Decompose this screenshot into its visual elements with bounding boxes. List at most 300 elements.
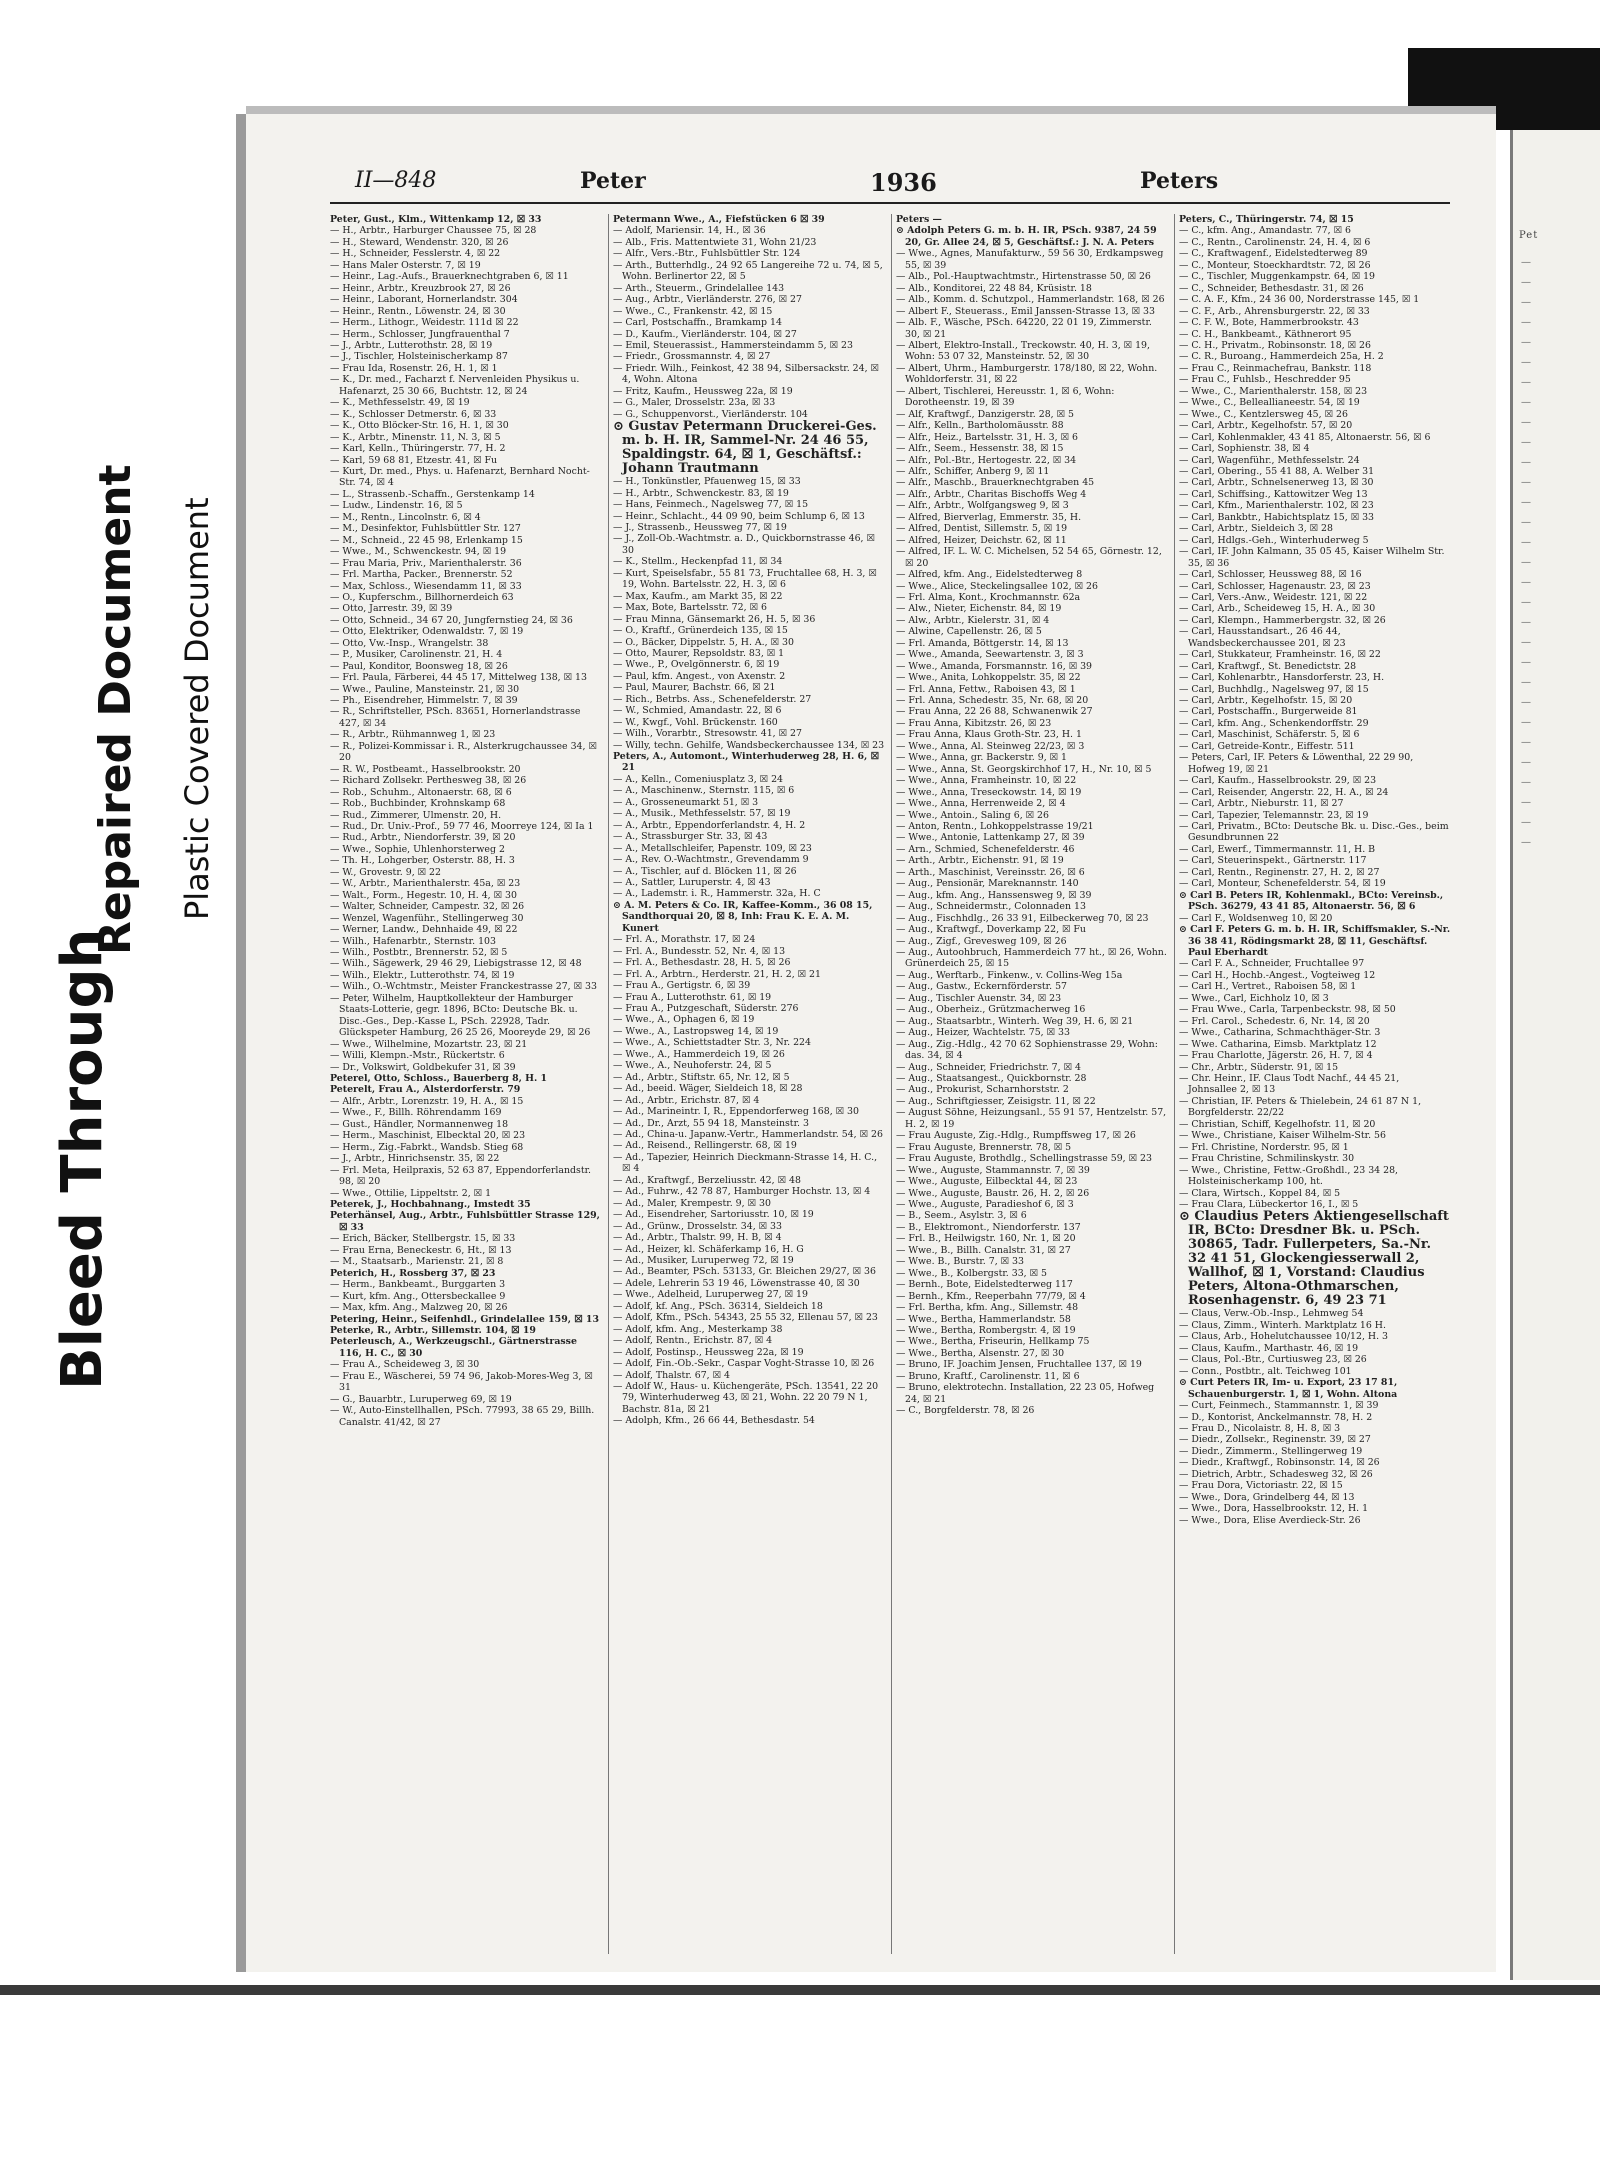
- directory-entry: Peters —: [896, 214, 942, 225]
- directory-entry: Petermann Wwe., A., Fiefstücken 6 ☒ 39: [613, 214, 825, 225]
- directory-entry: — Christian, Schiff, Kegelhofstr. 11, ☒ 20: [1179, 1118, 1376, 1130]
- directory-entry: — W., Auto-Einstellhallen, PSch. 77993, 38 65 29, Billh. Canalstr. 41/42, ☒ 27: [330, 1405, 595, 1428]
- directory-entry: — Friedr., Grossmannstr. 4, ☒ 27: [613, 351, 771, 363]
- directory-entry: — Wwe., C., Kentzlersweg 45, ☒ 26: [1179, 408, 1348, 420]
- directory-entry: — Karl, Kelln., Thüringerstr. 77, H. 2: [330, 443, 506, 455]
- directory-entry: — A., Grosseneumarkt 51, ☒ 3: [613, 796, 759, 808]
- directory-entry: — Ad., Marineintr. I, R., Eppendorferweg 168, ☒ 30: [613, 1106, 859, 1118]
- directory-entry: — Carl, Arbtr., Kegelhofstr. 57, ☒ 20: [1179, 420, 1353, 432]
- directory-entry: — Wwe., C., Frankenstr. 42, ☒ 15: [613, 305, 773, 317]
- directory-entry: — Carl, kfm. Ang., Schenkendorffstr. 29: [1179, 717, 1369, 729]
- directory-entry: — Aug., Schriftgiesser, Zeisigstr. 11, ☒ 22: [896, 1095, 1096, 1107]
- directory-entry: — Ph., Eisendreher, Himmelstr. 7, ☒ 39: [330, 695, 518, 707]
- directory-entry: — Frl. Anna, Schedestr. 35, Nr. 68, ☒ 20: [896, 695, 1089, 707]
- directory-entry: — Fritz, Kaufm., Heussweg 22a, ☒ 19: [613, 385, 793, 397]
- directory-entry: — Carl F., Woldsenweg 10, ☒ 20: [1179, 912, 1333, 924]
- next-page-fragment: Pet: [1519, 230, 1539, 241]
- directory-entry: — Kurt, Speiselsfabr., 55 81 73, Fruchtallee 68, H. 3, ☒ 19, Wohn. Bartelsstr. 22, H. 3, ☒ 6: [613, 567, 877, 591]
- directory-entry: — Wwe., Bertha, Alsenstr. 27, ☒ 30: [896, 1347, 1065, 1359]
- directory-entry: — Gust., Händler, Normannenweg 18: [330, 1118, 509, 1130]
- directory-entry: Petering, Heinr., Seifenhdl., Grindelallee 159, ☒ 13: [330, 1313, 599, 1325]
- directory-entry: — Wwe., Dora, Elise Averdieck-Str. 26: [1179, 1514, 1361, 1526]
- directory-entry: — G., Maler, Drosselstr. 23a, ☒ 33: [613, 397, 776, 409]
- directory-entry: — Chr., Arbtr., Süderstr. 91, ☒ 15: [1179, 1061, 1339, 1073]
- directory-entry: — Wwe., Auguste, Paradieshof 6, ☒ 3: [896, 1198, 1074, 1210]
- directory-entry: — Ad., Arbtr., Stiftstr. 65, Nr. 12, ☒ 5: [613, 1071, 790, 1083]
- directory-entry: — Carl, Tapezier, Telemannstr. 23, ☒ 19: [1179, 809, 1369, 821]
- directory-entry: — Wwe., Dora, Grindelberg 44, ☒ 13: [1179, 1491, 1355, 1503]
- directory-entry: — Bernh., Bote, Eidelstedterweg 117: [896, 1279, 1073, 1291]
- directory-entry: — Wwe., Bertha, Rombergstr. 4, ☒ 19: [896, 1324, 1076, 1336]
- directory-entry: — Ad., Grünw., Drosselstr. 34, ☒ 33: [613, 1220, 782, 1232]
- directory-entry: — Rud., Arbtr., Niendorferstr. 39, ☒ 20: [330, 832, 516, 844]
- directory-entry: — Frau Maria, Priv., Marienthalerstr. 36: [330, 557, 522, 569]
- directory-entry: — Curt, Feinmech., Stammannstr. 1, ☒ 39: [1179, 1400, 1379, 1412]
- directory-entry: — Heinr., Laborant, Hornerlandstr. 304: [330, 294, 518, 306]
- directory-entry: — Wwe., Catharina, Schmachthäger-Str. 3: [1179, 1027, 1381, 1039]
- directory-entry: — Alfr., Arbtr., Charitas Bischoffs Weg 4: [896, 488, 1087, 500]
- directory-entry: — Alfr., Pol.-Btr., Hertogestr. 22, ☒ 34: [896, 454, 1077, 466]
- directory-entry: — R., Arbtr., Rühmannweg 1, ☒ 23: [330, 729, 496, 741]
- directory-entry: — Claus, Pol.-Btr., Curtiusweg 23, ☒ 26: [1179, 1354, 1367, 1366]
- directory-entry: — H., Schneider, Fesslerstr. 4, ☒ 22: [330, 248, 501, 260]
- directory-entry: — Frl. Paula, Färberei, 44 45 17, Mittelweg 138, ☒ 13: [330, 672, 587, 684]
- directory-entry: — Carl, Wagenführ., Methfesselstr. 24: [1179, 454, 1360, 466]
- directory-entry: — Arn., Schmied, Schenefelderstr. 46: [896, 843, 1075, 855]
- directory-entry: — Heinr., Schlacht., 44 09 90, beim Schlump 6, ☒ 13: [613, 510, 865, 522]
- directory-entry: — Emil, Steuerassist., Hammersteindamm 5, ☒ 23: [613, 339, 853, 351]
- directory-entry: — Wwe., Wilhelmine, Mozartstr. 23, ☒ 21: [330, 1038, 528, 1050]
- directory-entry: — M., Rentn., Lincolnstr. 6, ☒ 4: [330, 511, 481, 523]
- directory-entry: — C. F., Arb., Ahrensburgerstr. 22, ☒ 33: [1179, 305, 1370, 317]
- directory-entry: — Wwe., Anna, St. Georgskirchhof 17, H., Nr. 10, ☒ 5: [896, 763, 1152, 775]
- header-left-name: Peter: [580, 168, 646, 194]
- directory-entry: — Alb., Pol.-Hauptwachtmstr., Hirtenstrasse 50, ☒ 26: [896, 271, 1151, 283]
- directory-entry: — Ad., Fuhrw., 42 78 87, Hamburger Hochstr. 13, ☒ 4: [613, 1186, 871, 1198]
- directory-entry: — Alfred, IF. L. W. C. Michelsen, 52 54 65, Görnestr. 12, ☒ 20: [896, 546, 1162, 569]
- directory-entry: — Kurt, Dr. med., Phys. u. Hafenarzt, Bernhard Nocht-Str. 74, ☒ 4: [330, 465, 590, 489]
- directory-entry: — Adolph, Kfm., 26 66 44, Bethesdastr. 54: [613, 1415, 815, 1427]
- directory-entry: ⊙ Claudius Peters Aktiengesellschaft IR, BCto: Dresdner Bk. u. PSch. 30865, Tadr. Fullerpeters, Sa.-Nr. 32 41 51, Glockengiesserwall 2, Wallhof, ☒ 1, Vorstand: Claudius Peters, Altona-Othmarschen, Rosenhagenstr. 6, 49 23 71: [1179, 1209, 1449, 1309]
- column-3: [896, 214, 1168, 1964]
- directory-entry: — Wwe., Ottilie, Lippeltstr. 2, ☒ 1: [330, 1187, 492, 1199]
- directory-entry: — Wwe., Christiane, Kaiser Wilhelm-Str. 56: [1179, 1130, 1386, 1142]
- directory-entry: — Dr., Volkswirt, Goldbekufer 31, ☒ 39: [330, 1061, 516, 1073]
- directory-entry: — Alfr., Arbtr., Lorenzstr. 19, H. A., ☒ 15: [330, 1095, 524, 1107]
- directory-entry: — Alfr., Kelln., Bartholomäusstr. 88: [896, 420, 1064, 432]
- directory-entry: — Carl, Postschaffn., Bramkamp 14: [613, 317, 782, 329]
- directory-entry: — Adolf, Thalstr. 67, ☒ 4: [613, 1369, 730, 1381]
- directory-entry: — Max, Kaufm., am Markt 35, ☒ 22: [613, 590, 783, 602]
- directory-entry: Peterke, R., Arbtr., Sillemstr. 104, ☒ 19: [330, 1324, 536, 1336]
- directory-entry: — Aug., Oberheiz., Grützmacherweg 16: [896, 1004, 1086, 1016]
- directory-entry: — H., Steward, Wendenstr. 320, ☒ 26: [330, 236, 509, 248]
- directory-entry: — Aug., Tischler Auenstr. 34, ☒ 23: [896, 992, 1062, 1004]
- stamp-bleed-through: Bleed Through: [50, 928, 115, 1390]
- directory-entry: ⊙ Adolph Peters G. m. b. H. IR, PSch. 9387, 24 59 20, Gr. Allee 24, ☒ 5, Geschäftsf.: J. N. A. Peters: [896, 225, 1157, 248]
- directory-entry: — Carl, Arbtr., Nieburstr. 11, ☒ 27: [1179, 798, 1344, 810]
- directory-entry: — R. W., Postbeamt., Hasselbrookstr. 20: [330, 763, 521, 775]
- directory-entry: — Frl. Alma, Kont., Krochmannstr. 62a: [896, 591, 1081, 603]
- directory-entry: — Frl. Amanda, Böttgerstr. 14, ☒ 13: [896, 637, 1069, 649]
- directory-entry: — C., Tischler, Muggenkampstr. 64, ☒ 19: [1179, 271, 1376, 283]
- directory-entry: — Wwe., A., Hammerdeich 19, ☒ 26: [613, 1048, 785, 1060]
- directory-entry: — Aug., Schneidermstr., Colonnaden 13: [896, 901, 1086, 913]
- directory-entry: — C., kfm. Ang., Amandastr. 77, ☒ 6: [1179, 225, 1351, 237]
- directory-entry: — Wwe., Auguste, Stammannstr. 7, ☒ 39: [896, 1164, 1090, 1176]
- directory-entry: — Alb., Fris. Mattentwiete 31, Wohn 21/23: [613, 236, 817, 248]
- directory-entry: — Aug., Staatsarbtr., Winterh. Weg 39, H. 6, ☒ 21: [896, 1015, 1134, 1027]
- directory-entry: — Rob., Buchbinder, Krohnskamp 68: [330, 798, 506, 810]
- directory-entry: — J., Zoll-Ob.-Wachtmstr. a. D., Quickbornstrasse 46, ☒ 30: [613, 533, 875, 556]
- directory-entry: — Carl, Monteur, Schenefelderstr. 54, ☒ 19: [1179, 878, 1386, 890]
- directory-entry: — D., Kontorist, Anckelmannstr. 78, H. 2: [1179, 1411, 1373, 1423]
- directory-entry: — Alfr., Maschb., Brauerknechtgraben 45: [896, 477, 1095, 489]
- directory-entry: — Claus, Verw.-Ob.-Insp., Lehmweg 54: [1179, 1308, 1364, 1320]
- directory-entry: — Bernh., Kfm., Reeperbahn 77/79, ☒ 4: [896, 1290, 1086, 1302]
- directory-entry: — Wwe., Dora, Hasselbrookstr. 12, H. 1: [1179, 1503, 1369, 1515]
- page-number: II—848: [355, 168, 437, 193]
- directory-entry: — Frau Erna, Beneckestr. 6, Ht., ☒ 13: [330, 1244, 512, 1256]
- directory-entry: — Frau D., Nicolaistr. 8, H. 8, ☒ 3: [1179, 1422, 1341, 1434]
- column-1: [330, 214, 602, 1964]
- directory-entry: — Frau Auguste, Brennerstr. 78, ☒ 5: [896, 1141, 1072, 1153]
- directory-entry: — Carl, IF. John Kalmann, 35 05 45, Kaiser Wilhelm Str. 35, ☒ 36: [1179, 546, 1445, 569]
- directory-entry: — Wwe., M., Schwenckestr. 94, ☒ 19: [330, 546, 507, 558]
- directory-entry: — K., Schlosser Detmerstr. 6, ☒ 33: [330, 408, 497, 420]
- directory-entry: — Rich., Betrbs. Ass., Schenefelderstr. 27: [613, 693, 812, 705]
- directory-entry: Peterek, J., Hochbahnang., Imstedt 35: [330, 1198, 531, 1210]
- directory-entry: — Clara, Wirtsch., Koppel 84, ☒ 5: [1179, 1187, 1341, 1199]
- directory-entry: — Christian, IF. Peters & Thielebein, 24 61 87 N 1, Borgfelderstr. 22/22: [1179, 1095, 1422, 1119]
- directory-entry: — Max, Bote, Bartelsstr. 72, ☒ 6: [613, 602, 767, 614]
- directory-entry: — W., Grovestr. 9, ☒ 22: [330, 866, 441, 878]
- directory-entry: — Wwe., Carl, Eichholz 10, ☒ 3: [1179, 992, 1329, 1004]
- directory-entry: — R., Polizei-Kommissar i. R., Alsterkrugchaussee 34, ☒ 20: [330, 740, 597, 764]
- directory-entry: — Aug., Pensionär, Mareknannstr. 140: [896, 878, 1079, 890]
- directory-entry: — Claus, Arb., Hohelutchaussee 10/12, H. 3: [1179, 1331, 1389, 1343]
- directory-entry: — Ad., Reisend., Rellingerstr. 68, ☒ 19: [613, 1140, 797, 1152]
- directory-entry: — Chr. Heinr., IF. Claus Todt Nachf., 44 45 21, Johnsallee 2, ☒ 13: [1179, 1072, 1400, 1096]
- directory-entry: — Wilh., O.-Wchtmstr., Meister Franckestrasse 27, ☒ 33: [330, 981, 597, 993]
- directory-entry: — Diedr., Kraftwgf., Robinsonstr. 14, ☒ 26: [1179, 1457, 1380, 1469]
- directory-entry: — Herm., Bankbeamt., Burggarten 3: [330, 1279, 506, 1291]
- directory-entry: — Wwe., Anna, Herrenweide 2, ☒ 4: [896, 798, 1066, 810]
- directory-entry: — M., Schneid., 22 45 98, Erlenkamp 15: [330, 534, 523, 546]
- directory-entry: — A., Tischler, auf d. Blöcken 11, ☒ 26: [613, 865, 797, 877]
- directory-entry: — Adolf, Mariensir. 14, H., ☒ 36: [613, 225, 766, 237]
- directory-entry: — Wilh., Hafenarbtr., Sternstr. 103: [330, 935, 496, 947]
- directory-entry: — Wilh., Vorarbtr., Stresowstr. 41, ☒ 27: [613, 728, 802, 740]
- directory-entry: — Frau C., Reinmachefrau, Bankstr. 118: [1179, 362, 1372, 374]
- directory-entry: Peterel, Otto, Schloss., Bauerberg 8, H. 1: [330, 1072, 548, 1084]
- directory-entry: — B., Seem., Asylstr. 3, ☒ 6: [896, 1210, 1027, 1222]
- directory-entry: — Carl, Klempn., Hammerbergstr. 32, ☒ 26: [1179, 614, 1386, 626]
- directory-entry: — Ludw., Lindenstr. 16, ☒ 5: [330, 500, 463, 512]
- directory-entry: — Werner, Landw., Dehnhaide 49, ☒ 22: [330, 924, 518, 936]
- directory-entry: — Aug., Kraftwgf., Doverkamp 22, ☒ Fu: [896, 924, 1086, 936]
- directory-entry: — Walt., Form., Hegestr. 10, H. 4, ☒ 30: [330, 889, 517, 901]
- directory-entry: — Carl, Obering., 55 41 88, A. Welber 31: [1179, 465, 1375, 477]
- directory-entry: — Frl. A., Bundesstr. 52, Nr. 4, ☒ 13: [613, 945, 786, 957]
- directory-entry: — Ad., China-u. Japanw.-Vertr., Hammerlandstr. 54, ☒ 26: [613, 1128, 883, 1140]
- directory-entry: — K., Stellm., Heckenpfad 11, ☒ 34: [613, 556, 783, 568]
- directory-entry: — Ad., Musiker, Luruperweg 72, ☒ 19: [613, 1254, 794, 1266]
- directory-entry: — Ad., Tapezier, Heinrich Dieckmann-Strasse 14, H. C., ☒ 4: [613, 1151, 878, 1175]
- directory-entry: — Rob., Schuhm., Altonaerstr. 68, ☒ 6: [330, 786, 512, 798]
- directory-entry: — Carl, Maschinist, Schäferstr. 5, ☒ 6: [1179, 729, 1360, 741]
- directory-entry: — Wwe., Pauline, Mansteinstr. 21, ☒ 30: [330, 683, 520, 695]
- directory-entry: — Frau A., Putzgeschaft, Süderstr. 276: [613, 1003, 799, 1014]
- directory-entry: — Herm., Maschinist, Elbecktal 20, ☒ 23: [330, 1130, 526, 1142]
- directory-entry: — Adolf W., Haus- u. Küchengeräte, PSch. 13541, 22 20 79, Winterhuderweg 43, ☒ 21, Wohn. 22 20 79 N 1, Bachstr. 81a, ☒ 21: [613, 1380, 879, 1415]
- directory-entry: — Carl, Ewerf., Timmermannstr. 11, H. B: [1179, 843, 1376, 855]
- directory-entry: — Frl. B., Heilwigstr. 160, Nr. 1, ☒ 20: [896, 1233, 1076, 1245]
- directory-entry: — Richard Zollsekr. Perthesweg 38, ☒ 26: [330, 775, 527, 787]
- directory-entry: — Aug., Werftarb., Finkenw., v. Collins-Weg 15a: [896, 969, 1123, 981]
- directory-entry: — Ad., beeid. Wäger, Sieldeich 18, ☒ 28: [613, 1083, 803, 1095]
- directory-entry: — Carl, Schlosser, Heussweg 88, ☒ 16: [1179, 569, 1362, 581]
- directory-entry: — Wwe., Amanda, Forsmannstr. 16, ☒ 39: [896, 660, 1093, 672]
- directory-entry: — Albert, Elektro-Install., Treckowstr. 40, H. 3, ☒ 19, Wohn: 53 07 32, Mansteinstr. 52, ☒ 30: [896, 339, 1150, 363]
- directory-entry: ⊙ Curt Peters IR, Im- u. Export, 23 17 81, Schauenburgerstr. 1, ☒ 1, Wohn. Altona: [1179, 1377, 1398, 1400]
- directory-entry: — Frl. Anna, Fettw., Raboisen 43, ☒ 1: [896, 683, 1076, 695]
- directory-entry: Peters, A., Automont., Winterhuderweg 28, H. 6, ☒ 21: [613, 751, 879, 774]
- directory-entry: — Carl, Privatm., BCto: Deutsche Bk. u. Disc.-Ges., beim Gesundbrunnen 22: [1179, 821, 1449, 844]
- directory-entry: Peterhänsel, Aug., Arbtr., Fuhlsbüttler Strasse 129, ☒ 33: [330, 1210, 600, 1233]
- directory-entry: — Wwe., B., Billh. Canalstr. 31, ☒ 27: [896, 1244, 1071, 1256]
- header-year: 1936: [870, 168, 937, 197]
- directory-entry: — A., Kelln., Comeniusplatz 3, ☒ 24: [613, 773, 783, 785]
- column-4: [1179, 214, 1451, 1964]
- directory-entry: — Adolf, Fin.-Ob.-Sekr., Caspar Voght-Strasse 10, ☒ 26: [613, 1358, 875, 1370]
- directory-entry: — Carl, Rentn., Reginenstr. 27, H. 2, ☒ 27: [1179, 866, 1380, 878]
- directory-entry: — Herm., Lithogr., Weidestr. 111d ☒ 22: [330, 317, 519, 329]
- directory-entry: — G., Schuppenvorst., Vierländerstr. 104: [613, 408, 808, 420]
- directory-entry: — Frl. Christine, Norderstr. 95, ☒ 1: [1179, 1141, 1349, 1153]
- directory-entry: — C., Borgfelderstr. 78, ☒ 26: [896, 1405, 1035, 1417]
- directory-entry: — Aug., Zigf., Grevesweg 109, ☒ 26: [896, 935, 1067, 947]
- directory-entry: — Alfred, Heizer, Deichstr. 62, ☒ 11: [896, 534, 1067, 546]
- directory-entry: ⊙ Carl F. Peters G. m. b. H. IR, Schiffsmakler, S.-Nr. 36 38 41, Rödingsmarkt 28, ☒ 11, Geschäftsf. Paul Eberhardt: [1179, 924, 1451, 958]
- directory-entry: — Carl H., Hochb.-Angest., Vogteiweg 12: [1179, 969, 1376, 981]
- directory-entry: — Arth., Maschinist, Vereinsstr. 26, ☒ 6: [896, 866, 1085, 878]
- directory-entry: — Carl, Schiffsing., Kattowitzer Weg 13: [1179, 488, 1368, 500]
- directory-entry: — Frau Anna, Klaus Groth-Str. 23, H. 1: [896, 729, 1082, 741]
- directory-entry: — Alfr., Schiffer, Anberg 9, ☒ 11: [896, 465, 1050, 477]
- directory-entry: — Frau C., Fuhlsb., Heschredder 95: [1179, 374, 1351, 386]
- directory-entry: — Wwe., Auguste, Eilbecktal 44, ☒ 23: [896, 1176, 1078, 1188]
- directory-entry: — Carl, Arbtr., Schnelsenerweg 13, ☒ 30: [1179, 477, 1374, 489]
- directory-entry: — Wwe., Agnes, Manufakturw., 59 56 30, Erdkampsweg 55, ☒ 39: [896, 248, 1164, 271]
- directory-entry: — Conn., Postbtr., alt. Teichweg 101: [1179, 1365, 1352, 1377]
- next-page-dashes: — — — — — — — — — — — — — — — — — — — — — — — — — — — — — —: [1521, 257, 1531, 848]
- directory-entry: — Friedr. Wilh., Feinkost, 42 38 94, Silbersackstr. 24, ☒ 4, Wohn. Altona: [613, 362, 879, 386]
- directory-entry: — Wwe., Anna, Framheinstr. 10, ☒ 22: [896, 775, 1077, 787]
- directory-entry: — Wilh., Elektr., Lutterothstr. 74, ☒ 19: [330, 969, 515, 981]
- directory-entry: — Alw., Arbtr., Kielerstr. 31, ☒ 4: [896, 614, 1050, 626]
- directory-entry: — W., Schmied, Amandastr. 22, ☒ 6: [613, 705, 782, 717]
- directory-entry: — Heinr., Lag.-Aufs., Brauerknechtgraben 6, ☒ 11: [330, 271, 569, 283]
- directory-entry: — Aug., Fischhdlg., 26 33 91, Eilbeckerweg 70, ☒ 23: [896, 912, 1149, 924]
- directory-entry: — K., Arbtr., Minenstr. 11, N. 3, ☒ 5: [330, 431, 501, 443]
- directory-entry: — Albert, Tischlerei, Hereusstr. 1, ☒ 6, Wohn: Dorotheenstr. 19, ☒ 39: [896, 385, 1115, 409]
- directory-entry: — Hans, Feinmech., Nagelsweg 77, ☒ 15: [613, 499, 809, 511]
- directory-entry: — Herm., Schlosser, Jungfrauenthal 7: [330, 328, 510, 340]
- directory-entry: — Herm., Zig.-Fabrkt., Wandsb. Stieg 68: [330, 1141, 524, 1153]
- directory-entry: — J., Arbtr., Hinrichsenstr. 35, ☒ 22: [330, 1153, 500, 1165]
- directory-entry: — Otto, Vw.-Insp., Wrangelstr. 38: [330, 637, 489, 649]
- directory-entry: — Adolf, Rentn., Erichstr. 87, ☒ 4: [613, 1335, 773, 1347]
- directory-entry: — Paul, kfm. Angest., von Axenstr. 2: [613, 670, 786, 682]
- directory-entry: — Wwe., Antonie, Lattenkamp 27, ☒ 39: [896, 832, 1085, 844]
- directory-entry: — Aug., Staatsangest., Quickbornstr. 28: [896, 1072, 1087, 1084]
- directory-entry: — C. H., Bankbeamt., Käthnerort 95: [1179, 328, 1352, 340]
- directory-entry: — A., Rev. O.-Wachtmstr., Grevendamm 9: [613, 854, 809, 866]
- directory-entry: — Ad., Heizer, kl. Schäferkamp 16, H. G: [613, 1243, 804, 1255]
- directory-entry: — Wwe. Catharina, Eimsb. Marktplatz 12: [1179, 1038, 1377, 1050]
- directory-entry: — Otto, Maurer, Repsoldstr. 83, ☒ 1: [613, 647, 785, 659]
- directory-entry: Peterleusch, A., Werkzeugschl., Gärtnerstrasse 116, H. C., ☒ 30: [330, 1336, 577, 1359]
- directory-entry: — M., Staatsarb., Marienstr. 21, ☒ 8: [330, 1256, 504, 1268]
- directory-entry: — Aug., Heizer, Wachtelstr. 75, ☒ 33: [896, 1027, 1070, 1039]
- directory-entry: — Alfr., Seem., Hessenstr. 38, ☒ 15: [896, 443, 1064, 455]
- directory-entry: — Alb. F., Wäsche, PSch. 64220, 22 01 19, Zimmerstr. 30, ☒ 21: [896, 317, 1152, 340]
- directory-entry: — Arth., Butterhdlg., 24 92 65 Langereihe 72 u. 74, ☒ 5, Wohn. Berlinertor 22, ☒ 5: [613, 259, 883, 283]
- stamp-repaired-document: Repaired Document: [90, 464, 141, 955]
- directory-entry: — Alb., Komm. d. Schutzpol., Hammerlandstr. 168, ☒ 26: [896, 294, 1165, 306]
- directory-entry: — Carl, Arbtr., Sieldeich 3, ☒ 28: [1179, 523, 1333, 535]
- directory-entry: — Adele, Lehrerin 53 19 46, Löwenstrasse 40, ☒ 30: [613, 1277, 860, 1289]
- directory-entry: — D., Kaufm., Vierländerstr. 104, ☒ 27: [613, 328, 797, 340]
- directory-entry: — Otto, Elektriker, Odenwaldstr. 7, ☒ 19: [330, 626, 524, 638]
- directory-entry: — Frau Auguste, Brothdlg., Schellingstrasse 59, ☒ 23: [896, 1153, 1152, 1165]
- directory-entry: — Frl. Bertha, kfm. Ang., Sillemstr. 48: [896, 1302, 1079, 1314]
- directory-entry: — Ad., Eisendreher, Sartoriusstr. 10, ☒ 19: [613, 1209, 814, 1221]
- directory-entry: — Frau Minna, Gänsemarkt 26, H. 5, ☒ 36: [613, 613, 816, 625]
- directory-entry: — Paul, Maurer, Bachstr. 66, ☒ 21: [613, 682, 776, 694]
- directory-entry: — Carl, Bankbtr., Habichtsplatz 15, ☒ 33: [1179, 511, 1375, 523]
- directory-entry: — J., Arbtr., Lutterothstr. 28, ☒ 19: [330, 339, 493, 351]
- directory-entry: — H., Tonkünstler, Pfauenweg 15, ☒ 33: [613, 476, 801, 488]
- directory-entry: — Max, Schloss., Wiesendamm 11, ☒ 33: [330, 580, 522, 592]
- directory-entry: ⊙ Gustav Petermann Druckerei-Ges. m. b. H. IR, Sammel-Nr. 24 46 55, Spaldingstr. 64, ☒ 1, Geschäftsf.: Johann Trautmann: [613, 419, 877, 477]
- directory-entry: — Frau Anna, Kibitzstr. 26, ☒ 23: [896, 717, 1052, 729]
- directory-entry: — W., Arbtr., Marienthalerstr. 45a, ☒ 23: [330, 878, 521, 890]
- directory-entry: — Wwe., B., Kolbergstr. 33, ☒ 5: [896, 1267, 1047, 1279]
- directory-entry: — Alfred, kfm. Ang., Eidelstedterweg 8: [896, 569, 1083, 581]
- directory-entry: — Carl, Kraftwgf., St. Benedictstr. 28: [1179, 660, 1357, 672]
- directory-entry: — Otto, Schneid., 34 67 20, Jungfernstieg 24, ☒ 36: [330, 614, 573, 626]
- directory-entry: — Carl H., Vertret., Raboisen 58, ☒ 1: [1179, 981, 1357, 993]
- directory-entry: — Frl. Meta, Heilpraxis, 52 63 87, Eppendorferlandstr. 98, ☒ 20: [330, 1164, 592, 1188]
- directory-entry: — Paul, Konditor, Boonsweg 18, ☒ 26: [330, 660, 508, 672]
- directory-entry: — Wilh., Postbtr., Brennerstr. 52, ☒ 5: [330, 947, 508, 958]
- directory-entry: — Aug., Autoohbruch, Hammerdeich 77 ht., ☒ 26, Wohn. Grünerdeich 25, ☒ 15: [896, 947, 1167, 970]
- column-2: [613, 214, 885, 1964]
- directory-entry: — Kurt, kfm. Ang., Ottersbeckallee 9: [330, 1290, 506, 1302]
- header-rule: [330, 202, 1450, 204]
- directory-entry: — Carl, Reisender, Angerstr. 22, H. A., ☒ 24: [1179, 786, 1389, 798]
- directory-entry: — Ad., Arbtr., Erichstr. 87, ☒ 4: [613, 1094, 760, 1106]
- directory-entry: — R., Schriftsteller, PSch. 83651, Hornerlandstrasse 427, ☒ 34: [330, 706, 581, 729]
- directory-entry: — Wwe., A., Neuhoferstr. 24, ☒ 5: [613, 1060, 772, 1072]
- directory-entry: — Wwe., Antoin., Saling 6, ☒ 26: [896, 809, 1049, 821]
- directory-entry: — Claus, Kaufm., Marthastr. 46, ☒ 19: [1179, 1342, 1359, 1354]
- directory-entry: — C. A. F., Kfm., 24 36 00, Norderstrasse 145, ☒ 1: [1179, 294, 1420, 306]
- directory-entry: — Frau A., Scheideweg 3, ☒ 30: [330, 1359, 480, 1371]
- directory-entry: — Frau Dora, Victoriastr. 22, ☒ 15: [1179, 1480, 1343, 1492]
- directory-entry: — Carl, Hdlgs.-Geh., Winterhuderweg 5: [1179, 534, 1369, 546]
- directory-entry: — C. F. W., Bote, Hammerbrookstr. 43: [1179, 317, 1359, 329]
- directory-entry: — Hans Maler Osterstr. 7, ☒ 19: [330, 259, 481, 271]
- directory-entry: — O., Kraftf., Grünerdeich 135, ☒ 15: [613, 625, 788, 637]
- directory-entry: — Alfred, Dentist, Sillemstr. 5, ☒ 19: [896, 523, 1068, 535]
- directory-entry: — Carl, Kaufm., Hasselbrookstr. 29, ☒ 23: [1179, 775, 1377, 787]
- directory-entry: — A., Sattler, Luruperstr. 4, ☒ 43: [613, 877, 771, 889]
- directory-entry: — Alf, Kraftwgf., Danzigerstr. 28, ☒ 5: [896, 408, 1074, 420]
- directory-entry: — Diedr., Zimmerm., Stellingerweg 19: [1179, 1445, 1363, 1457]
- directory-entry: — Carl, Hausstandsart., 26 46 44, Wandsbeckerchaussee 201, ☒ 23: [1179, 626, 1346, 649]
- directory-entry: — M., Desinfektor, Fuhlsbüttler Str. 127: [330, 523, 521, 535]
- directory-entry: — Alfr., Vers.-Btr., Fuhlsbüttler Str. 124: [613, 248, 801, 260]
- stamp-plastic-covered: Plastic Covered Document: [178, 497, 216, 920]
- directory-entry: — Carl, Kohlenarbtr., Hansdorferstr. 23, H.: [1179, 672, 1385, 684]
- directory-entry: — Frl. A., Arbtrn., Herderstr. 21, H. 2, ☒ 21: [613, 968, 821, 980]
- directory-entry: — Aug., kfm. Ang., Hanssensweg 9, ☒ 39: [896, 889, 1092, 901]
- directory-entry: — Frau A., Gertigstr. 6, ☒ 39: [613, 980, 751, 992]
- directory-entry: — Wwe., Christine, Fettw.-Großhdl., 23 34 28, Holsteinischerkamp 100, ht.: [1179, 1164, 1399, 1188]
- directory-entry: — Carl, Buchhdlg., Nagelsweg 97, ☒ 15: [1179, 683, 1369, 695]
- directory-entry: — Ad., Arbtr., Thalstr. 99, H. B, ☒ 4: [613, 1232, 782, 1244]
- directory-entry: — Carl, Arbtr., Kegelhofstr. 15, ☒ 20: [1179, 695, 1353, 707]
- directory-entry: — Wwe., Sophie, Uhlenhorsterweg 2: [330, 843, 505, 855]
- directory-entry: — Heinr., Rentn., Löwenstr. 24, ☒ 30: [330, 305, 506, 317]
- page-header: [355, 168, 1465, 204]
- directory-entry: — Frau Anna, 22 26 88, Schwanenwik 27: [896, 706, 1093, 718]
- directory-entry: — Arth., Arbtr., Eichenstr. 91, ☒ 19: [896, 855, 1064, 867]
- directory-entry: — Otto, Jarrestr. 39, ☒ 39: [330, 603, 453, 615]
- directory-entry: — Carl, Schlosser, Hagenaustr. 23, ☒ 23: [1179, 580, 1371, 592]
- directory-entry: — Rud., Zimmerer, Ulmenstr. 20, H.: [330, 809, 502, 821]
- directory-entry: Peterich, H., Rossberg 37, ☒ 23: [330, 1267, 496, 1279]
- directory-entry: — Max, kfm. Ang., Malzweg 20, ☒ 26: [330, 1302, 508, 1314]
- directory-entry: — O., Kupferschm., Billhornerdeich 63: [330, 591, 514, 603]
- directory-entry: — C., Schneider, Bethesdastr. 31, ☒ 26: [1179, 282, 1364, 294]
- directory-entry: — O., Bäcker, Dippelstr. 5, H. A., ☒ 30: [613, 636, 794, 648]
- directory-entry: — Alw., Nieter, Eichenstr. 84, ☒ 19: [896, 603, 1062, 615]
- directory-entry: — Aug., Prokurist, Scharnhorststr. 2: [896, 1084, 1069, 1096]
- directory-entry: — Wwe., Anna, Treseckowstr. 14, ☒ 19: [896, 786, 1082, 798]
- directory-entry: — Arth., Steuerm., Grindelallee 143: [613, 282, 785, 294]
- directory-entry: ⊙ A. M. Peters & Co. IR, Kaffee-Komm., 36 08 15, Sandthorquai 20, ☒ 8, Inh: Frau K. E. A. M. Kunert: [613, 899, 873, 934]
- directory-entry: — Wwe., Anna, gr. Backerstr. 9, ☒ 1: [896, 752, 1068, 764]
- directory-entry: — Walter, Schneider, Campestr. 32, ☒ 26: [330, 901, 525, 913]
- directory-entry: — Albert F., Steuerass., Emil Janssen-Strasse 13, ☒ 33: [896, 305, 1155, 317]
- directory-entry: — Dietrich, Arbtr., Schadesweg 32, ☒ 26: [1179, 1468, 1373, 1480]
- directory-entry: — Carl, Stukkateur, Framheinstr. 16, ☒ 22: [1179, 649, 1381, 661]
- directory-columns: [330, 214, 1450, 1964]
- directory-entry: — G., Bauarbtr., Luruperweg 69, ☒ 19: [330, 1393, 512, 1405]
- directory-entry: — Heinr., Arbtr., Kreuzbrook 27, ☒ 26: [330, 282, 511, 294]
- directory-entry: — Ad., Kraftwgf., Berzeliusstr. 42, ☒ 48: [613, 1174, 801, 1186]
- directory-entry: — Erich, Bäcker, Stellbergstr. 15, ☒ 33: [330, 1233, 516, 1245]
- directory-entry: — Wwe., Bertha, Hammerlandstr. 58: [896, 1313, 1071, 1325]
- directory-entry: — Aug., Zig.-Hdlg., 42 70 62 Sophienstrasse 29, Wohn: das. 34, ☒ 4: [896, 1038, 1158, 1062]
- directory-entry: — Wwe., C., Marienthalerstr. 158, ☒ 23: [1179, 385, 1368, 397]
- directory-entry: — Frl. Martha, Packer., Brennerstr. 52: [330, 569, 513, 581]
- directory-entry: — Alwine, Capellenstr. 26, ☒ 5: [896, 626, 1042, 638]
